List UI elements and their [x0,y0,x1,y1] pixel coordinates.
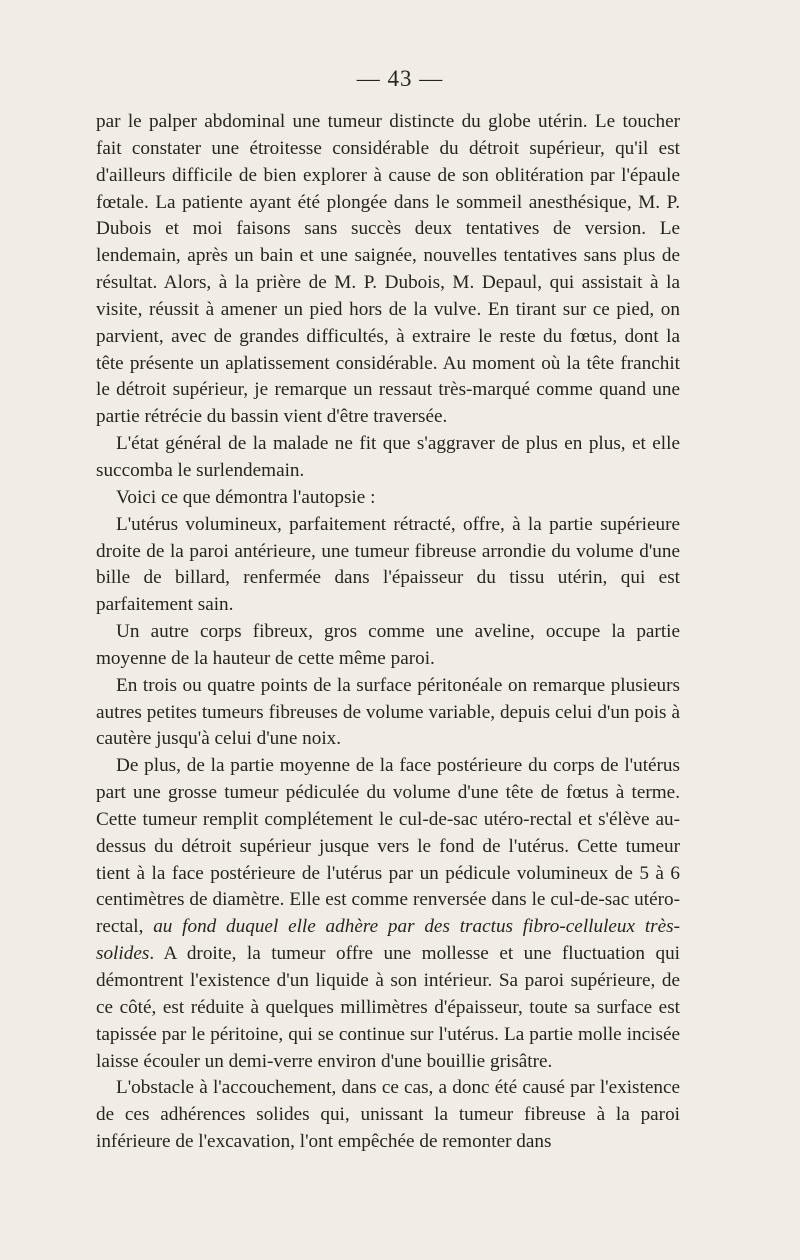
paragraph-text: Voici ce que démontra l'autopsie : [116,486,376,508]
body-text [96,109,680,1156]
paragraph-text: . A droite, la tumeur offre une mollesse et une fluctuation qui démontrent l'existence d'un liquide à son intérieur. Sa paroi supérieure, de ce côté, est réduite à quelques millimètres d'épaisseur, toute sa surface est tapissée par le péritoine, qui se continue sur l'utérus. La partie molle incisée laisse écouler un demi-verre environ d'une bouillie grisâtre. [96,943,680,1072]
italic-text: au fond duquel elle adhère par des tractus fibro-celluleux très-solides [96,916,680,965]
paragraph [96,512,680,619]
paragraph-text: L'obstacle à l'accouchement, dans ce cas, a donc été causé par l'existence de ces adhérences solides qui, unissant la tumeur fibreuse à la paroi inférieure de l'excavation, l'ont empêchée de remonter dans [96,1077,680,1153]
paragraph-text: Un autre corps fibreux, gros comme une aveline, occupe la partie moyenne de la hauteur de cette même paroi. [96,621,680,669]
paragraph-text: par le palper abdominal une tumeur distincte du globe utérin. Le toucher fait constater une étroitesse considérable du détroit supérieur, qu'il est d'ailleurs difficile de bien explorer à cause de son oblitération par l'épaule fœtale. La patiente ayant été plongée dans le sommeil anesthésique, M. P. Dubois et moi faisons sans succès deux tentatives de version. Le lendemain, après un bain et une saignée, nouvelles tentatives sans plus de résultat. Alors, à la prière de M. P. Dubois, M. Depaul, qui assistait à la visite, réussit à amener un pied hors de la vulve. En tirant sur ce pied, on parvient, avec de grandes difficultés, à extraire le reste du fœtus, dont la tête présente un aplatissement considérable. Au moment où la tête franchit le détroit supérieur, je remarque un ressaut très-marqué comme quand une partie rétrécie du bassin vient d'être traversée. [96,111,680,428]
paragraph [96,485,680,512]
paragraph [96,431,680,485]
paragraph [96,753,680,1075]
paragraph [96,673,680,754]
paragraph [96,619,680,673]
paragraph [96,1075,680,1156]
paragraph-text: L'utérus volumineux, parfaitement rétracté, offre, à la partie supérieure droite de la paroi antérieure, une tumeur fibreuse arrondie du volume d'une bille de billard, renfermée dans l'épaisseur du tissu utérin, qui est parfaitement sain. [96,513,680,616]
paragraph [96,109,680,431]
paragraph-text: En trois ou quatre points de la surface péritonéale on remarque plusieurs autres petites tumeurs fibreuses de volume variable, depuis celui d'un pois à cautère jusqu'à celui d'une noix. [96,674,680,750]
paragraph-text: L'état général de la malade ne fit que s'aggraver de plus en plus, et elle succomba le surlendemain. [96,433,680,481]
page-number: — 43 — [356,66,444,91]
paragraph-text: De plus, de la partie moyenne de la face postérieure du corps de l'utérus part une grosse tumeur pédiculée du volume d'une tête de fœtus à terme. Cette tumeur remplit complétement le cul-de-sac utéro-rectal et s'élève au-dessus du détroit supérieur jusque vers le fond de l'utérus. Cette tumeur tient à la face postérieure de l'utérus par un pédicule volumineux de 5 à 6 centimètres de diamètre. Elle est comme renversée dans le cul-de-sac utéro-rectal, [96,755,680,938]
